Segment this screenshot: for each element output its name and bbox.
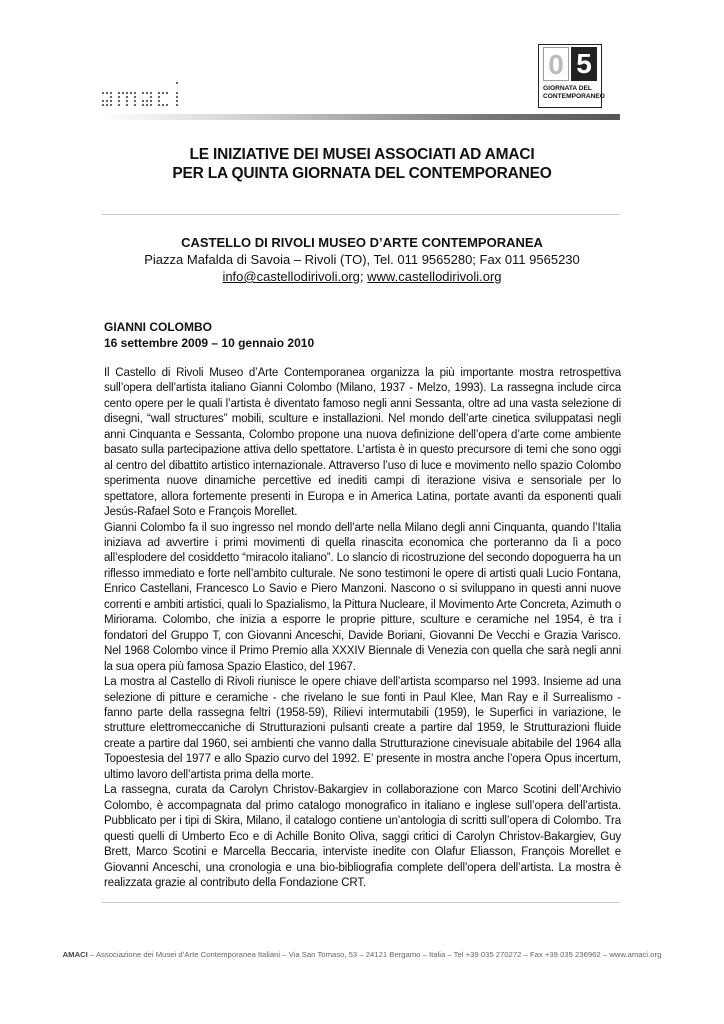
museum-address: Piazza Mafalda di Savoia – Rivoli (TO), Tel. 011 9565280; Fax 011 9565230 xyxy=(144,252,580,267)
title-line2: PER LA QUINTA GIORNATA DEL CONTEMPORANEO xyxy=(172,165,552,182)
paragraph-1: Il Castello di Rivoli Museo d’Arte Contemporanea organizza la più importante mostra retrospettiva sull’opera dell’artista italiano Gianni Colombo (Milano, 1937 - Melzo, 1993). La rassegna include circa cento opere per le quali l’artista è diventato famoso negli anni Sessanta, oltre ad una vasta selezione di disegni, “wall structures” mobili, sculture e installazioni. Nel mondo dell’arte cinetica sviluppatasi negli anni Cinquanta e Sessanta, Colombo propone una nuova definizione dell’opera d’arte come ambiente basato sulla partecipazione attiva dello spettatore. L’artista è in questo precursore di temi che sono oggi al centro del dibattito artistico internazionale. Attraverso l’uso di luce e movimento nello spazio Colombo sperimenta nuove dinamiche percettive ed inediti campi di iterazione visiva e sensoriale per lo spettatore, allora fortemente presenti in Europa e in America Latina, portate avanti da esponenti quali Jesús-Rafael Soto e François Morellet. xyxy=(104,367,621,519)
badge-caption-line2: CONTEMPORANEO xyxy=(543,93,605,100)
footer-text: – Associazione dei Musei d’Arte Contemporanea Italiani – Via San Tomaso, 53 – 24121 Bergamo – Italia – Tel +39 035 270272 – Fax +39 035 236962 – www.amaci.org xyxy=(87,950,662,959)
museum-contacts xyxy=(0,268,724,285)
contacts-separator: ; xyxy=(359,269,368,284)
header-gradient-bar xyxy=(100,114,620,120)
badge-digit-five: 5 xyxy=(571,47,597,81)
paragraph-4: La rassegna, curata da Carolyn Christov-Bakargiev in collaborazione con Marco Scotini dell’Archivio Colombo, è accompagnata dal primo catalogo monografico in italiano e inglese sull’opera dell’artista. Pubblicato per i tipi di Skira, Milano, il catalogo contiene un’antologia di scritti sull’opera di Colombo. Tra questi quelli di Umberto Eco e di Achille Bonito Oliva, saggi critici di Carolyn Christov-Bakargiev, Guy Brett, Marco Scotini e Marcella Beccaria, interviste inedite con Olafur Eliasson, François Morellet e Giovanni Anceschi, una cronologia e una bio-bibliografia complete dell’opera dell’artista. La mostra è realizzata grazie al contributo della Fondazione CRT. xyxy=(104,784,621,889)
body-text xyxy=(104,366,621,891)
badge-caption-line1: GIORNATA DEL xyxy=(543,85,592,92)
badge-digit-zero: 0 xyxy=(543,47,569,81)
artist-name: GIANNI COLOMBO xyxy=(104,320,212,334)
museum-website-link[interactable]: www.castellodirivoli.org xyxy=(367,269,502,284)
exhibition-dates: 16 settembre 2009 – 10 gennaio 2010 xyxy=(104,336,315,350)
amaci-logo xyxy=(100,80,184,106)
document-title xyxy=(0,145,724,183)
paragraph-2: Gianni Colombo fa il suo ingresso nel mondo dell’arte nella Milano degli anni Cinquanta, quando l’Italia iniziava ad avvertire i primi movimenti di quella rinascita economica che porteranno da lì a poco all’esplodere del cosiddetto “miracolo italiano”. Lo slancio di ricostruzione del secondo dopoguerra ha un riflesso immediato e forte nell’ambito culturale. Ne sono testimoni le opere di artisti quali Lucio Fontana, Enrico Castellani, Francesco Lo Savio e Piero Manzoni. Nascono o si sviluppano in questi anni nuove correnti e ambiti artistici, quali lo Spazialismo, la Pittura Nucleare, il Movimento Arte Concreta, Azimuth o Miriorama. Colombo, che inizia a esporre le proprie pitture, sculture e ceramiche nel 1954, è tra i fondatori del Gruppo T, con Giovanni Anceschi, Davide Boriani, Giovanni De Vecchi e Grazia Varisco. Nel 1968 Colombo vince il Primo Premio alla XXXIV Biennale di Venezia con quella che sarà negli anni la sua opera più famosa Spazio Elastico, del 1967. xyxy=(104,521,621,673)
badge-digits xyxy=(539,47,601,83)
museum-block xyxy=(0,234,724,285)
divider-bottom xyxy=(102,902,620,903)
badge-caption xyxy=(543,85,605,101)
paragraph-3: La mostra al Castello di Rivoli riunisce le opere chiave dell’artista scomparso nel 1993. Insieme ad una selezione di pitture e ceramiche - che rivelano le sue fonti in Paul Klee, Man Ray e il Surrealismo - fanno parte della rassegna feltri (1958-59), Rilievi intermutabili (1959), le Superfici in variazione, le strutture elettromeccaniche di Strutturazioni pulsanti create a partire dal 1959, le Strutturazioni fluide create a partire dal 1960, sei ambienti che vanno dalla Strutturazione cinevisuale abitabile del 1964 alla Topoestesia del 1977 e allo Spazio curvo del 1992. E’ presente in mostra anche l’opera Opus incertum, ultimo lavoro dell’artista prima della morte. xyxy=(104,676,621,781)
museum-name: CASTELLO DI RIVOLI MUSEO D’ARTE CONTEMPORANEA xyxy=(181,235,543,250)
footer xyxy=(0,950,724,959)
footer-org: AMACI xyxy=(62,950,88,959)
divider-top xyxy=(102,214,620,215)
exhibition-heading xyxy=(104,319,314,351)
giornata-badge xyxy=(538,44,605,108)
museum-email-link[interactable]: info@castellodirivoli.org xyxy=(222,269,360,284)
title-line1: LE INIZIATIVE DEI MUSEI ASSOCIATI AD AMACI xyxy=(189,146,535,163)
